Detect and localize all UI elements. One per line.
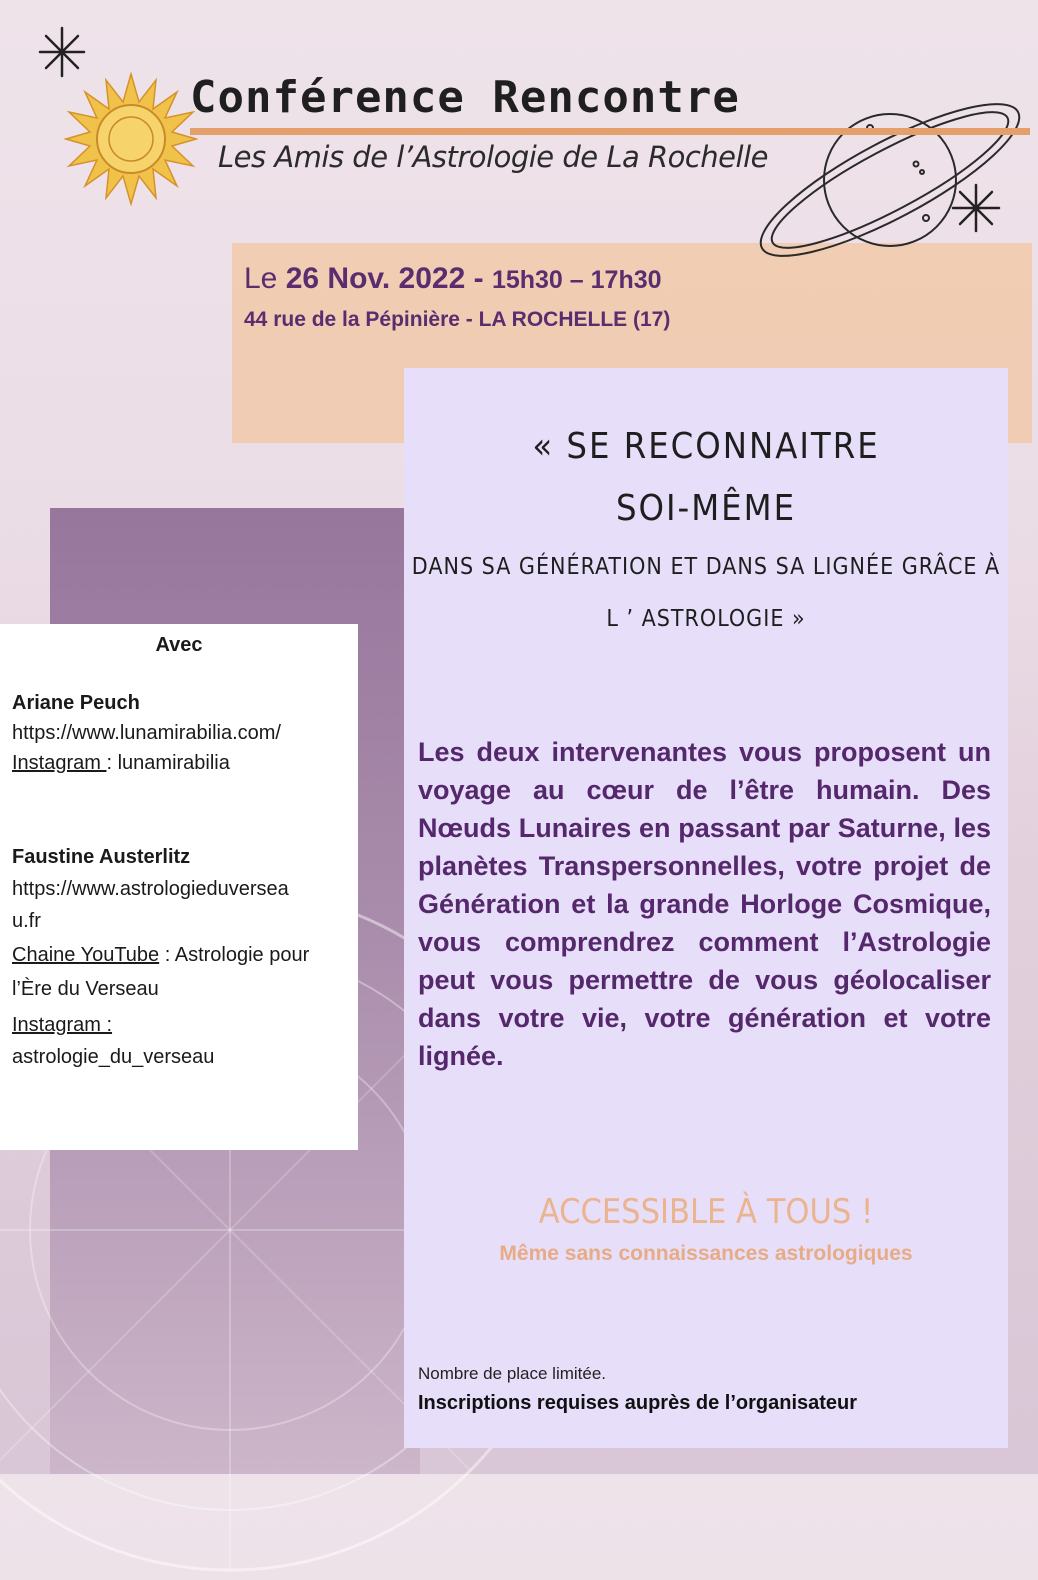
speaker-2-instagram-handle: astrologie_du_verseau: [12, 1046, 215, 1068]
speaker-2-instagram: [12, 1014, 112, 1037]
event-date: 26 Nov. 2022: [285, 262, 466, 295]
speaker-2-name: Faustine Austerlitz: [12, 846, 191, 868]
topic-line-3: DANS SA GÉNÉRATION ET DANS SA LIGNÉE GRÂCE À: [411, 554, 1001, 580]
instagram-label-link[interactable]: Instagram: [12, 752, 107, 774]
page-title: Conférence Rencontre: [190, 72, 740, 123]
youtube-label-link[interactable]: Chaine YouTube: [12, 944, 160, 966]
date-prefix: Le: [244, 262, 286, 295]
organizer-subtitle: Les Amis de l’Astrologie de La Rochelle: [218, 140, 768, 174]
speaker-2-youtube: [12, 944, 309, 967]
instagram-separator: :: [106, 1014, 113, 1036]
conference-description: Les deux intervenantes vous proposent un voyage au cœur de l’être humain. Des Nœuds Lunaires en passant par Saturne, les planètes Transpersonnelles, votre projet de Génération et la grande Horloge Cosmique, vous comprendrez comment l’Astrologie peut vous permettre de vous géolocaliser dans votre vie, votre génération et votre lignée.: [418, 737, 991, 1071]
saturn-planet-icon: [740, 72, 1038, 272]
youtube-channel: : Astrologie pour: [159, 944, 310, 966]
topic-line-4: L ’ ASTROLOGIE »: [606, 606, 806, 632]
accessibility-title: ACCESSIBLE À TOUS !: [538, 1192, 874, 1232]
instagram-label-text: Instagram: [12, 1014, 107, 1036]
speaker-2-youtube-cont: l’Ère du Verseau: [12, 978, 159, 1000]
registration-required-note: Inscriptions requises auprès de l’organisateur: [418, 1392, 858, 1414]
speaker-1-website-link[interactable]: https://www.lunamirabilia.com/: [12, 722, 281, 744]
conference-panel: [404, 368, 1008, 1448]
event-date-line: [244, 262, 662, 296]
topic-line-1: « SE RECONNAITRE: [532, 426, 880, 467]
date-separator: -: [465, 262, 492, 295]
speakers-box: [0, 624, 358, 1150]
event-time: 15h30 – 17h30: [491, 266, 662, 294]
event-address: 44 rue de la Pépinière - LA ROCHELLE (17): [244, 308, 671, 331]
limited-places-note: Nombre de place limitée.: [418, 1364, 607, 1383]
speaker-2-website-link[interactable]: https://www.astrologieduversea: [12, 878, 289, 900]
speaker-1-instagram: [12, 752, 230, 775]
title-underline: [190, 128, 1030, 135]
topic-line-2: SOI-MÊME: [615, 488, 797, 529]
accessibility-subtitle: Même sans connaissances astrologiques: [499, 1242, 913, 1265]
speaker-2-website-link-cont[interactable]: u.fr: [12, 910, 41, 932]
speakers-heading: Avec: [155, 634, 203, 656]
speaker-1-name: Ariane Peuch: [12, 692, 140, 714]
instagram-handle: : lunamirabilia: [106, 752, 230, 774]
sun-logo-icon: [64, 72, 198, 206]
instagram-label-link[interactable]: [12, 1014, 112, 1036]
